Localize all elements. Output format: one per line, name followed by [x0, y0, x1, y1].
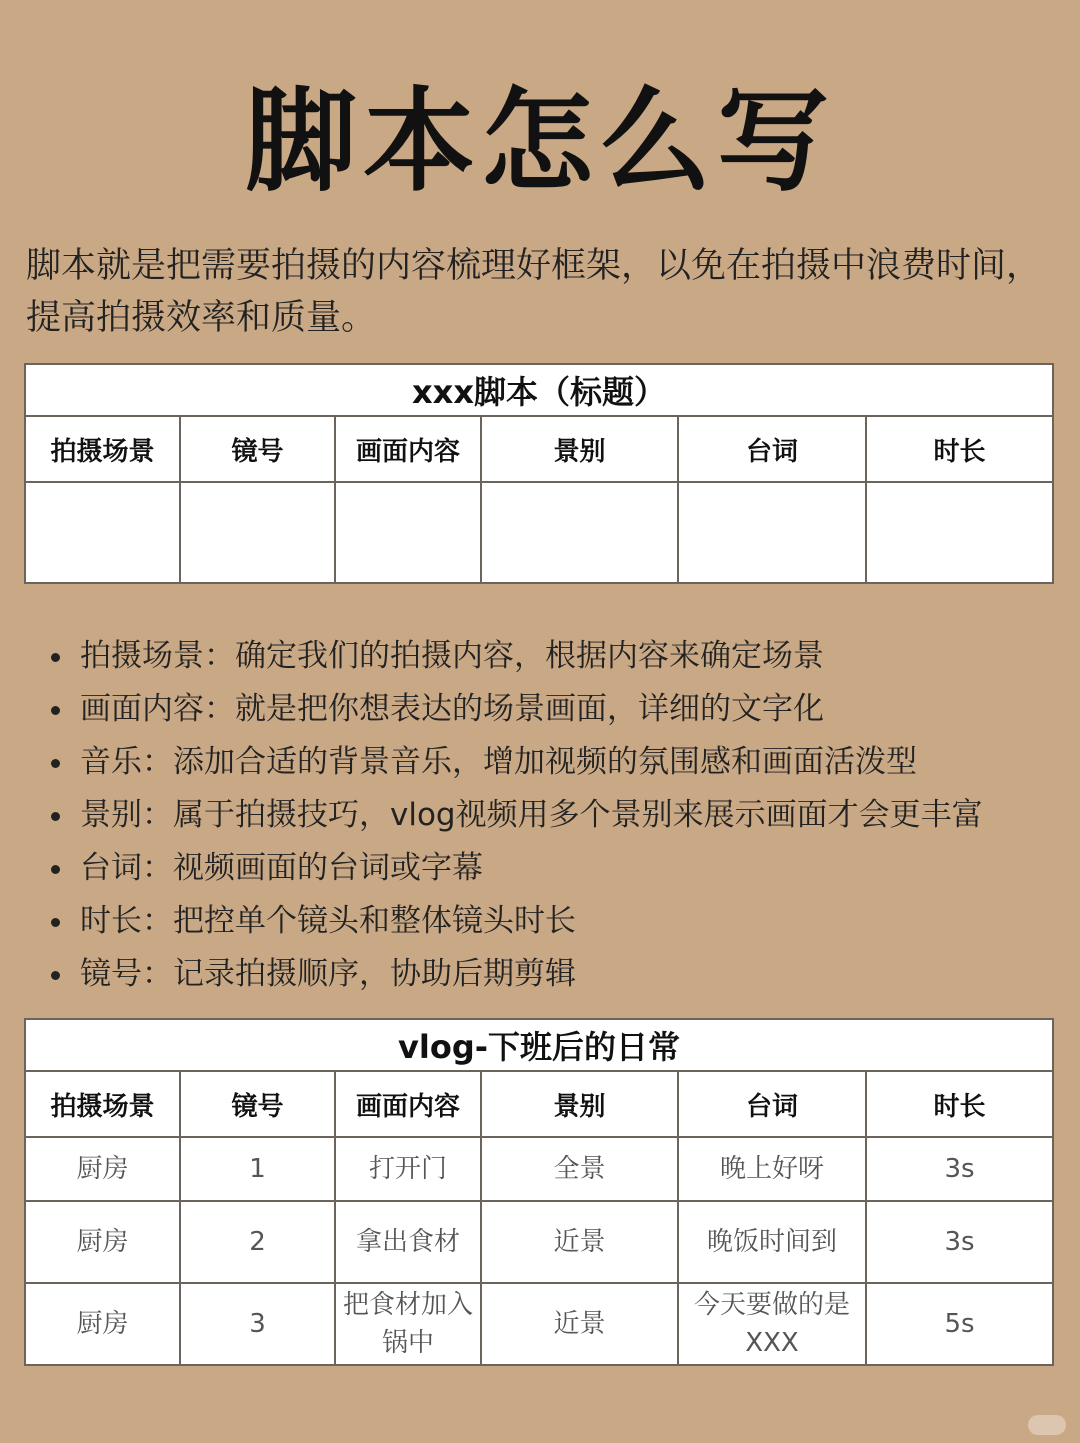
header-shot-number: 镜号: [180, 1071, 335, 1137]
header-content: 画面内容: [335, 1071, 481, 1137]
empty-cell: [180, 482, 335, 583]
cell-scene: 厨房: [25, 1137, 180, 1201]
list-item: 镜号：记录拍摄顺序，协助后期剪辑: [80, 948, 1070, 1001]
header-scene: 拍摄场景: [25, 416, 180, 482]
header-shot-number: 镜号: [180, 416, 335, 482]
cell-scene: 厨房: [25, 1201, 180, 1283]
cell-duration: 3s: [866, 1137, 1053, 1201]
table-caption: vlog-下班后的日常: [25, 1019, 1053, 1071]
intro-paragraph: 脚本就是把需要拍摄的内容梳理好框架，以免在拍摄中浪费时间，提高拍摄效率和质量。: [26, 246, 1042, 338]
table-row: [25, 1283, 1053, 1365]
watermark: [1028, 1415, 1066, 1435]
header-scene: 拍摄场景: [25, 1071, 180, 1137]
cell-lines: 晚饭时间到: [678, 1201, 866, 1283]
cell-shot-number: 3: [180, 1283, 335, 1365]
table-row: [25, 482, 1053, 583]
page-title: 脚本怎么写: [245, 77, 835, 207]
script-template-table: [24, 363, 1054, 584]
cell-duration: 3s: [866, 1201, 1053, 1283]
empty-cell: [25, 482, 180, 583]
header-shot-size: 景别: [481, 1071, 678, 1137]
cell-lines: 晚上好呀: [678, 1137, 866, 1201]
empty-cell: [481, 482, 678, 583]
empty-cell: [678, 482, 866, 583]
cell-shot-number: 2: [180, 1201, 335, 1283]
empty-cell: [866, 482, 1053, 583]
list-item: 拍摄场景：确定我们的拍摄内容，根据内容来确定场景: [80, 630, 1070, 683]
notes-list: [0, 630, 1070, 1001]
header-shot-size: 景别: [481, 416, 678, 482]
table-caption: xxx脚本（标题）: [25, 364, 1053, 416]
cell-content: 拿出食材: [335, 1201, 481, 1283]
cell-shot-size: 全景: [481, 1137, 678, 1201]
cell-content: 打开门: [335, 1137, 481, 1201]
table-row: [25, 1201, 1053, 1283]
vlog-script-table: [24, 1018, 1054, 1366]
cell-lines: 今天要做的是XXX: [678, 1283, 866, 1365]
cell-scene: 厨房: [25, 1283, 180, 1365]
header-lines: 台词: [678, 416, 866, 482]
header-duration: 时长: [866, 1071, 1053, 1137]
header-duration: 时长: [866, 416, 1053, 482]
cell-shot-size: 近景: [481, 1201, 678, 1283]
empty-cell: [335, 482, 481, 583]
cell-content: 把食材加入锅中: [335, 1283, 481, 1365]
cell-duration: 5s: [866, 1283, 1053, 1365]
table-row: [25, 1137, 1053, 1201]
list-item: 音乐：添加合适的背景音乐，增加视频的氛围感和画面活泼型: [80, 736, 1070, 789]
cell-shot-number: 1: [180, 1137, 335, 1201]
list-item: 时长：把控单个镜头和整体镜头时长: [80, 895, 1070, 948]
cell-shot-size: 近景: [481, 1283, 678, 1365]
header-content: 画面内容: [335, 416, 481, 482]
list-item: 景别：属于拍摄技巧，vlog视频用多个景别来展示画面才会更丰富: [80, 789, 1070, 842]
header-lines: 台词: [678, 1071, 866, 1137]
list-item: 画面内容：就是把你想表达的场景画面，详细的文字化: [80, 683, 1070, 736]
list-item: 台词：视频画面的台词或字幕: [80, 842, 1070, 895]
